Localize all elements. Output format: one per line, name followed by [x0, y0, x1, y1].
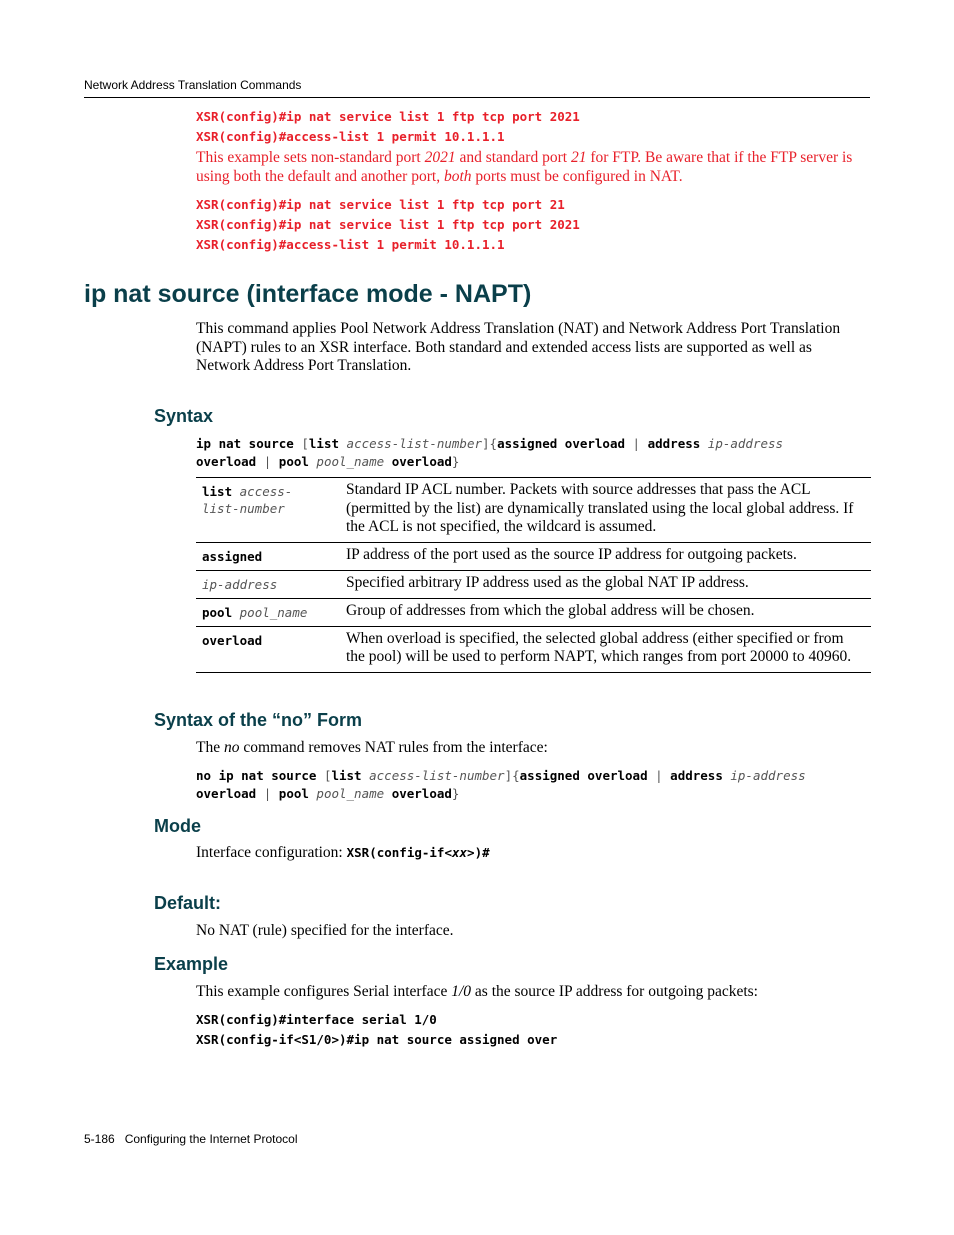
- code-line: XSR(config)#access-list 1 permit 10.1.1.1: [196, 237, 505, 252]
- example-heading: Example: [154, 954, 229, 974]
- book-title: Configuring the Internet Protocol: [124, 1132, 298, 1146]
- no-form-syntax-line-1: no ip nat source [list access-list-number]{assigned overload | address ip-address: [196, 768, 806, 783]
- code-line: XSR(config)#ip nat service list 1 ftp tcp port 2021: [196, 217, 580, 232]
- page-number: 5-186: [84, 1132, 115, 1146]
- parameter-table: [196, 477, 871, 673]
- page-footer: [84, 1132, 298, 1146]
- param-description: Standard IP ACL number. Packets with source addresses that pass the ACL (permitted by the list) are dynamically translated using the local global address. If the ACL is not specified, the wildcard is assumed.: [338, 478, 871, 543]
- code-line: XSR(config)#access-list 1 permit 10.1.1.1: [196, 129, 505, 144]
- table-row: [196, 626, 871, 672]
- param-description: When overload is specified, the selected global address (either specified or from the pool) will be used to perform NAPT, which ranges from port 20000 to 40960.: [338, 626, 871, 672]
- table-row: [196, 598, 871, 626]
- prev-example-note: This example sets non-standard port 2021 and standard port 21 for FTP. Be aware that if the FTP server is using both the default and another port, both ports must be configured in NAT.: [196, 149, 853, 185]
- syntax-heading: Syntax: [154, 406, 214, 426]
- code-line: XSR(config)#ip nat service list 1 ftp tcp port 21: [196, 197, 565, 212]
- table-row: [196, 542, 871, 570]
- code-line: XSR(config)#interface serial 1/0: [196, 1012, 437, 1027]
- param-name: pool pool_name: [196, 598, 338, 626]
- no-form-syntax-line-2: overload | pool pool_name overload}: [196, 786, 460, 801]
- table-row: [196, 570, 871, 598]
- header-rule: [84, 97, 870, 98]
- param-name: assigned: [196, 542, 338, 570]
- param-description: IP address of the port used as the source IP address for outgoing packets.: [338, 542, 871, 570]
- param-name: overload: [196, 626, 338, 672]
- default-heading: Default:: [154, 893, 221, 913]
- example-description: This example configures Serial interface 1/0 as the source IP address for outgoing packets:: [196, 983, 758, 1000]
- default-text: No NAT (rule) specified for the interface.: [196, 922, 454, 939]
- section-title: ip nat source (interface mode - NAPT): [84, 280, 532, 308]
- section-description: This command applies Pool Network Address Translation (NAT) and Network Address Port Translation (NAPT) rules to an XSR interface. Both standard and extended access lists are supported as well as Network Address Port Translation.: [196, 320, 841, 374]
- param-name: ip-address: [196, 570, 338, 598]
- syntax-line-2: overload | pool pool_name overload}: [196, 454, 460, 469]
- prev-code-block-2: [196, 195, 580, 255]
- param-name: list access- list-number: [196, 478, 338, 543]
- table-row: [196, 478, 871, 543]
- code-line: XSR(config)#ip nat service list 1 ftp tcp port 2021: [196, 109, 580, 124]
- running-header: Network Address Translation Commands: [84, 78, 302, 92]
- mode-heading: Mode: [154, 816, 201, 836]
- no-form-heading: Syntax of the “no” Form: [154, 710, 363, 730]
- param-description: Group of addresses from which the global address will be chosen.: [338, 598, 871, 626]
- mode-text: Interface configuration: XSR(config-if<xx>)#: [196, 844, 490, 861]
- param-description: Specified arbitrary IP address used as the global NAT IP address.: [338, 570, 871, 598]
- example-code-block: [196, 1010, 557, 1050]
- prev-code-block-1: [196, 107, 580, 147]
- syntax-line-1: ip nat source [list access-list-number]{assigned overload | address ip-address: [196, 436, 784, 451]
- no-form-description: The no command removes NAT rules from the interface:: [196, 739, 548, 756]
- code-line: XSR(config-if<S1/0>)#ip nat source assigned over: [196, 1032, 558, 1047]
